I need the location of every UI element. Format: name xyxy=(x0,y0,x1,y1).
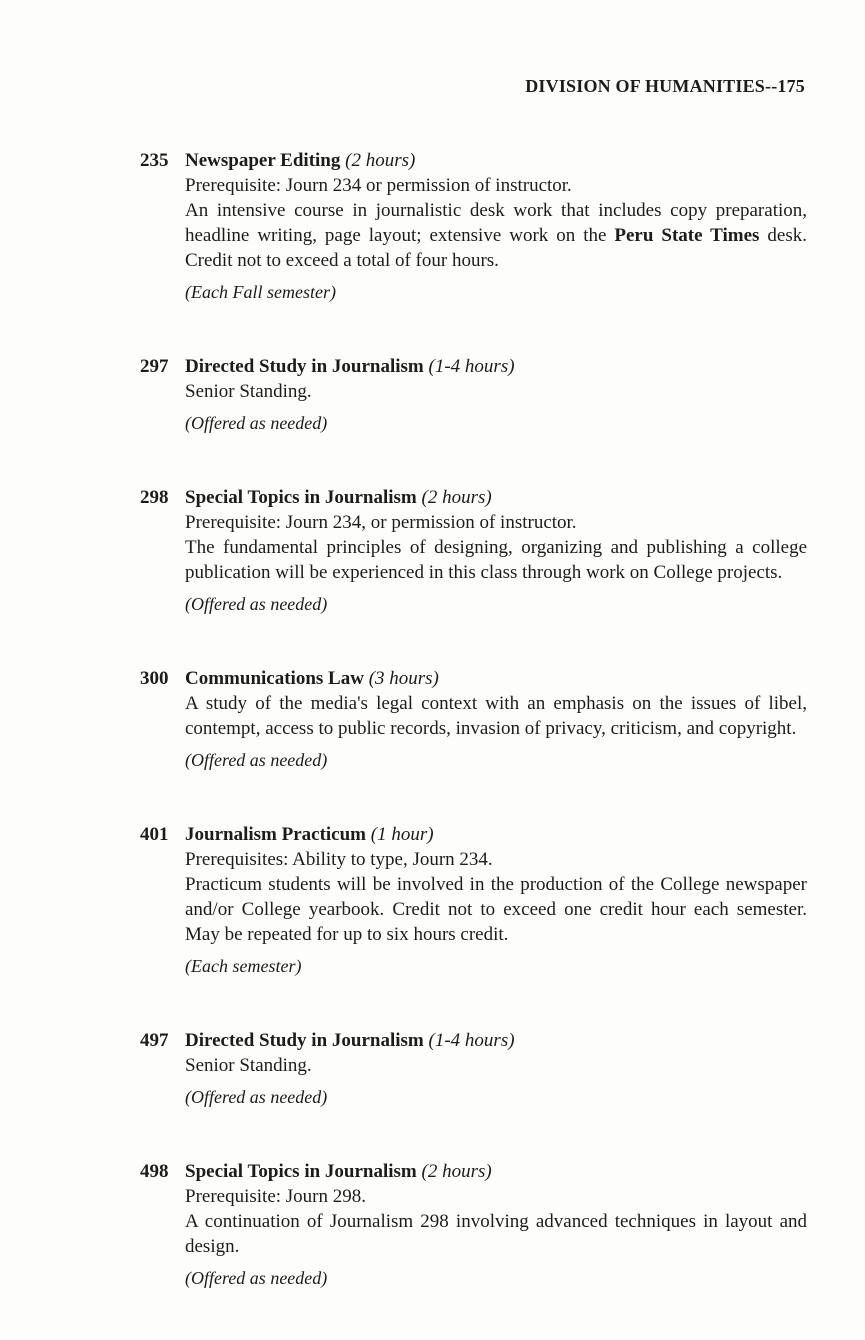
course-hours: (1 hour) xyxy=(370,824,434,845)
course-entry-298 xyxy=(140,485,812,617)
course-body xyxy=(185,148,807,305)
course-description: Practicum students will be involved in the production of the College newspaper and/or College yearbook. Credit not to exceed one credit hour each semester. May be repeated for up to six hours credit. xyxy=(185,874,807,945)
course-prerequisite: Prerequisite: Journ 234 or permission of instructor. xyxy=(185,175,572,196)
course-offered: (Offered as needed) xyxy=(185,750,328,770)
course-heading xyxy=(185,1028,807,1053)
publication-name: Peru State Times xyxy=(614,225,760,246)
course-entry-497 xyxy=(140,1028,812,1110)
course-hours: (2 hours) xyxy=(421,487,492,508)
course-number: 300 xyxy=(140,668,169,689)
course-number: 298 xyxy=(140,487,169,508)
course-offered: (Offered as needed) xyxy=(185,1268,328,1288)
course-title: Special Topics in Journalism xyxy=(185,487,417,508)
course-description: The fundamental principles of designing, organizing and publishing a college publication will be experienced in this class through work on College projects. xyxy=(185,537,807,583)
course-heading xyxy=(185,1159,807,1184)
course-number: 497 xyxy=(140,1030,169,1051)
course-heading xyxy=(185,666,807,691)
course-offered: (Offered as needed) xyxy=(185,413,328,433)
course-prerequisite: Prerequisites: Ability to type, Journ 234. xyxy=(185,849,493,870)
course-offered: (Offered as needed) xyxy=(185,1087,328,1107)
course-heading xyxy=(185,148,807,173)
course-entry-297 xyxy=(140,354,812,436)
course-title: Journalism Practicum xyxy=(185,824,367,845)
course-hours: (3 hours) xyxy=(368,668,439,689)
course-list xyxy=(140,148,812,1340)
course-entry-401 xyxy=(140,822,812,979)
course-heading xyxy=(185,354,807,379)
course-heading xyxy=(185,485,807,510)
course-description-part: An intensive course in journalistic desk work that includes copy preparation, headline writing, page layout; extensive work on the xyxy=(185,200,807,246)
course-description: A continuation of Journalism 298 involving advanced techniques in layout and design. xyxy=(185,1211,807,1257)
course-description-part: desk. Credit not to exceed a total of four hours. xyxy=(185,225,807,271)
course-body xyxy=(185,1028,807,1110)
course-number: 297 xyxy=(140,356,169,377)
course-number: 498 xyxy=(140,1161,169,1182)
course-prerequisite: Prerequisite: Journ 234, or permission of instructor. xyxy=(185,512,577,533)
course-number: 401 xyxy=(140,824,169,845)
course-title: Newspaper Editing xyxy=(185,150,341,171)
course-body xyxy=(185,485,807,617)
course-entry-300 xyxy=(140,666,812,773)
course-description: A study of the media's legal context with an emphasis on the issues of libel, contempt, access to public records, invasion of privacy, criticism, and copyright. xyxy=(185,693,807,739)
course-prerequisite: Prerequisite: Journ 298. xyxy=(185,1186,367,1207)
course-number: 235 xyxy=(140,150,169,171)
course-entry-235 xyxy=(140,148,812,305)
course-title: Communications Law xyxy=(185,668,364,689)
course-prerequisite: Senior Standing. xyxy=(185,1055,312,1076)
course-body xyxy=(185,1159,807,1291)
course-title: Directed Study in Journalism xyxy=(185,1030,424,1051)
course-title: Special Topics in Journalism xyxy=(185,1161,417,1182)
course-body xyxy=(185,354,807,436)
running-head: DIVISION OF HUMANITIES--175 xyxy=(525,76,805,96)
course-hours: (1-4 hours) xyxy=(428,356,515,377)
course-prerequisite: Senior Standing. xyxy=(185,381,312,402)
course-hours: (1-4 hours) xyxy=(428,1030,515,1051)
course-hours: (2 hours) xyxy=(345,150,416,171)
course-description xyxy=(185,198,807,273)
course-heading xyxy=(185,822,807,847)
course-body xyxy=(185,822,807,979)
course-title: Directed Study in Journalism xyxy=(185,356,424,377)
course-entry-498 xyxy=(140,1159,812,1291)
course-hours: (2 hours) xyxy=(421,1161,492,1182)
course-body xyxy=(185,666,807,773)
course-offered: (Each semester) xyxy=(185,956,302,976)
course-offered: (Each Fall semester) xyxy=(185,282,336,302)
course-offered: (Offered as needed) xyxy=(185,594,328,614)
